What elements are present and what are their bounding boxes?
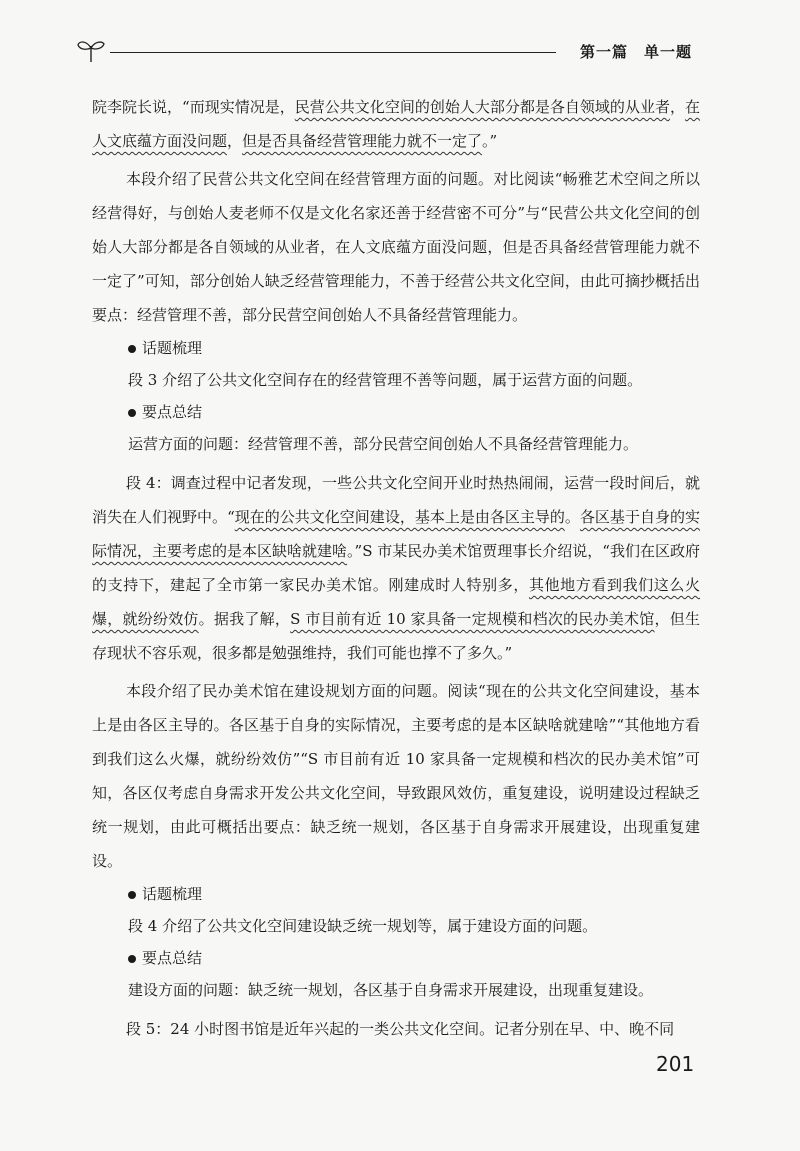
text-run: 段 4：调查过程中记者发现，一些公共文化空间开业时热热闹闹，运营一段时间后，就消失在人们视野中。“ [92, 474, 700, 526]
analysis-paragraph-1: 本段介绍了民营公共文化空间在经营管理方面的问题。对比阅读“畅雅艺术空间之所以经营得好，与创始人麦老师不仅是文化名家还善于经营密不可分”与“民营公共文化空间的创始人大部分都是各自领域的从业者，在人文底蕴方面没问题，但是否具备经营管理能力就不一定了”可知，部分创始人缺乏经营管理能力，不善于经营公共文化空间，由此可摘抄概括出要点：经营管理不善，部分民营空间创始人不具备经营管理能力。 [92, 170, 700, 324]
summary-text-2: 建设方面的问题：缺乏统一规划，各区基于自身需求开展建设，出现重复建设。 [128, 981, 654, 999]
source-paragraph-4 [92, 466, 700, 670]
wavy-underlined-text: 各区基于自身的实际情况，主要考虑的是本区缺啥就建啥 [92, 508, 700, 560]
text-run: 。”S 市某民办美术馆贾理事长介绍说，“我们在区政府的支持下，建起了全市第一家民办美术馆。刚建成时人特别多， [92, 542, 700, 594]
topic-text-2: 段 4 介绍了公共文化空间建设缺乏统一规划等，属于建设方面的问题。 [128, 917, 598, 935]
bullet-label: 话题梳理 [142, 885, 203, 903]
wavy-underlined-text: 但是否具备经营管理能力就不一定了 [242, 132, 483, 150]
sprout-icon [76, 36, 106, 64]
bullet-icon [128, 891, 136, 899]
bullet-label: 话题梳理 [142, 339, 203, 357]
wavy-underlined-text: 在人文底蕴方面没问题 [92, 98, 700, 150]
topic-text-1: 段 3 介绍了公共文化空间存在的经营管理不善等问题，属于运营方面的问题。 [128, 371, 643, 389]
analysis-paragraph-2: 本段介绍了民办美术馆在建设规划方面的问题。阅读“现在的公共文化空间建设，基本上是由各区主导的。各区基于自身的实际情况，主要考虑的是本区缺啥就建啥”“其他地方看到我们这么火爆，就纷纷效仿”“S 市目前有近 10 家具备一定规模和档次的民办美术馆”可知，各区仅考虑自身需求开发公共文化空间，导致跟风效仿，重复建设，说明建设过程缺乏统一规划，由此可概括出要点：缺乏统一规划，各区基于自身需求开展建设，出现重复建设。 [92, 682, 700, 870]
bullet-icon [128, 345, 136, 353]
bullet-icon [128, 409, 136, 417]
topic-heading-1 [128, 332, 700, 364]
bullet-label: 要点总结 [142, 403, 203, 421]
summary-text-1: 运营方面的问题：经营管理不善，部分民营空间创始人不具备经营管理能力。 [128, 435, 639, 453]
quote-paragraph-continued [92, 90, 700, 158]
bullet-label: 要点总结 [142, 949, 203, 967]
wavy-underlined-text: 民营公共文化空间的创始人大部分都是各自领域的从业者 [294, 98, 670, 116]
text-run: ， [669, 98, 685, 116]
running-header [76, 36, 696, 66]
summary-heading-2 [128, 942, 700, 974]
text-run: ，但生存现状不容乐观，很多都是勉强维持，我们可能也撑不了多久。” [92, 610, 700, 662]
bullet-icon [128, 955, 136, 963]
wavy-underlined-text: 现在的公共文化空间建设，基本上是由各区主导的 [234, 508, 565, 526]
page-number: 201 [656, 1052, 695, 1076]
summary-heading-1 [128, 396, 700, 428]
text-run: 。据我了解， [198, 610, 291, 628]
text-run: ， [227, 132, 243, 150]
page-content [92, 90, 700, 1046]
wavy-underlined-text: 其他地方看到我们这么火爆，就纷纷效仿 [92, 576, 700, 628]
wavy-underlined-text: S 市目前有近 10 家具备一定规模和档次的民办美术馆 [290, 610, 655, 628]
text-run: 。 [564, 508, 580, 526]
header-rule [110, 52, 556, 53]
text-run: 。” [482, 132, 498, 150]
topic-heading-2 [128, 878, 700, 910]
text-run: 院李院长说，“而现实情况是， [92, 98, 295, 116]
source-paragraph-5: 段 5：24 小时图书馆是近年兴起的一类公共文化空间。记者分别在早、中、晚不同 [126, 1020, 675, 1038]
running-title: 第一篇 单一题 [579, 43, 692, 61]
